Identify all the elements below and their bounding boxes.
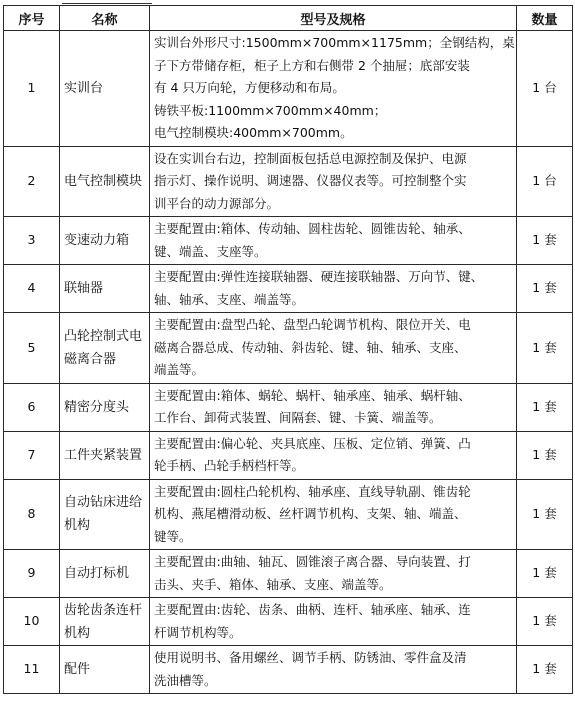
- row-name: 自动钻床进给机构: [60, 479, 150, 550]
- row-index: 4: [4, 265, 60, 313]
- spec-line: 击头、夹手、箱体、轴承、支座、端盖等。: [154, 576, 392, 592]
- spec-line: 实训台外形尺寸:1500mm×700mm×1175mm；全钢结构，桌: [154, 35, 515, 50]
- spec-line: 有 4 只万向轮，方便移动和布局。: [154, 80, 345, 95]
- row-index: 9: [4, 550, 60, 598]
- spec-line: 主要配置由:箱体、传动轴、圆柱齿轮、圆锥齿轮、轴承、: [154, 221, 471, 236]
- row-spec: [150, 646, 517, 694]
- spec-line: 主要配置由:盘型凸轮、盘型凸轮调节机构、限位开关、电: [154, 317, 471, 332]
- spec-line: 训平台的动力源部分。: [154, 195, 280, 211]
- row-qty: 1 台: [517, 146, 573, 217]
- row-qty: 1 套: [517, 265, 573, 313]
- row-index: 2: [4, 146, 60, 217]
- spec-line: 主要配置由:齿轮、齿条、曲柄、连杆、轴承座、轴承、连: [154, 602, 471, 617]
- spec-line: 轮手柄、凸轮手柄档杆等。: [154, 458, 305, 473]
- spec-line: 设在实训台右边，控制面板包括总电源控制及保护、电源: [154, 150, 467, 166]
- table-row: [4, 217, 573, 265]
- equipment-spec-table: [3, 5, 573, 694]
- row-spec: [150, 383, 517, 431]
- table-row: [4, 146, 573, 217]
- row-spec: [150, 313, 517, 384]
- spec-line: 铸铁平板:1100mm×700mm×40mm；: [154, 102, 387, 118]
- spec-line: 指示灯、操作说明、调速器、仪器仪表等。可控制整个实: [154, 173, 467, 188]
- row-qty: 1 套: [517, 313, 573, 384]
- row-spec: [150, 598, 517, 646]
- row-name: 精密分度头: [60, 383, 150, 431]
- row-qty: 1 套: [517, 217, 573, 265]
- spec-line: 洗油槽等。: [154, 672, 217, 688]
- table-header-row: [4, 6, 573, 31]
- spec-line: 电气控制模块:400mm×700mm。: [154, 125, 353, 140]
- spec-line: 主要配置由:曲轴、轴瓦、圆锥滚子离合器、导向装置、打: [154, 554, 471, 569]
- table-row: [4, 265, 573, 313]
- spec-line: 轴、轴承、支座、端盖等。: [154, 291, 305, 307]
- table-body: [4, 31, 573, 694]
- table-row: [4, 383, 573, 431]
- row-index: 6: [4, 383, 60, 431]
- row-name: 电气控制模块: [60, 146, 150, 217]
- row-index: 10: [4, 598, 60, 646]
- spec-line: 磁离合器总成、传动轴、斜齿轮、键、轴、轴承、支座、: [154, 339, 467, 355]
- spec-line: 工作台、卸荷式装置、间隔套、键、卡簧、端盖等。: [154, 410, 442, 425]
- table-row: [4, 598, 573, 646]
- spec-line: 主要配置由:弹性连接联轴器、硬连接联轴器、万向节、键、: [154, 269, 484, 284]
- row-spec: [150, 550, 517, 598]
- row-qty: 1 套: [517, 550, 573, 598]
- row-qty: 1 套: [517, 383, 573, 431]
- row-name: 凸轮控制式电磁离合器: [60, 313, 150, 384]
- row-qty: 1 台: [517, 31, 573, 147]
- row-qty: 1 套: [517, 431, 573, 479]
- row-name: 实训台: [60, 31, 150, 147]
- spec-line: 杆调节机构等。: [154, 624, 242, 640]
- row-name: 自动打标机: [60, 550, 150, 598]
- row-index: 3: [4, 217, 60, 265]
- spec-line: 子下方带储存柜，柜子上方和右侧带 2 个抽屉；底部安装: [154, 57, 470, 73]
- table-row: [4, 431, 573, 479]
- row-qty: 1 套: [517, 598, 573, 646]
- spec-line: 键、端盖、支座等。: [154, 243, 267, 259]
- header-spec: 型号及规格: [150, 6, 517, 31]
- row-qty: 1 套: [517, 646, 573, 694]
- table-row: [4, 31, 573, 147]
- spec-line: 主要配置由:偏心轮、夹具底座、压板、定位销、弹簧、凸: [154, 435, 471, 451]
- table-row: [4, 313, 573, 384]
- header-name: 名称: [60, 6, 150, 31]
- row-spec: [150, 217, 517, 265]
- row-name: 联轴器: [60, 265, 150, 313]
- table-row: [4, 479, 573, 550]
- spec-line: 键等。: [154, 528, 192, 544]
- header-underline: [62, 0, 152, 4]
- row-name: 齿轮齿条连杆机构: [60, 598, 150, 646]
- row-index: 8: [4, 479, 60, 550]
- row-spec: [150, 265, 517, 313]
- row-name: 工件夹紧装置: [60, 431, 150, 479]
- row-name: 配件: [60, 646, 150, 694]
- row-index: 7: [4, 431, 60, 479]
- spec-line: 端盖等。: [154, 362, 205, 377]
- row-index: 1: [4, 31, 60, 147]
- table-row: [4, 550, 573, 598]
- header-qty: 数量: [517, 6, 573, 31]
- row-index: 5: [4, 313, 60, 384]
- spec-line: 使用说明书、备用螺丝、调节手柄、防锈油、零件盒及清: [154, 650, 467, 665]
- row-spec: [150, 31, 517, 147]
- table-row: [4, 646, 573, 694]
- header-index: 序号: [4, 6, 60, 31]
- row-spec: [150, 431, 517, 479]
- spec-line: 主要配置由:箱体、蜗轮、蜗杆、轴承座、轴承、蜗杆轴、: [154, 387, 471, 403]
- row-qty: 1 套: [517, 479, 573, 550]
- row-name: 变速动力箱: [60, 217, 150, 265]
- row-spec: [150, 479, 517, 550]
- spec-line: 机构、燕尾槽滑动板、丝杆调节机构、支架、轴、端盖、: [154, 506, 467, 521]
- spec-line: 主要配置由:圆柱凸轮机构、轴承座、直线导轨副、锥齿轮: [154, 483, 471, 499]
- row-index: 11: [4, 646, 60, 694]
- row-spec: [150, 146, 517, 217]
